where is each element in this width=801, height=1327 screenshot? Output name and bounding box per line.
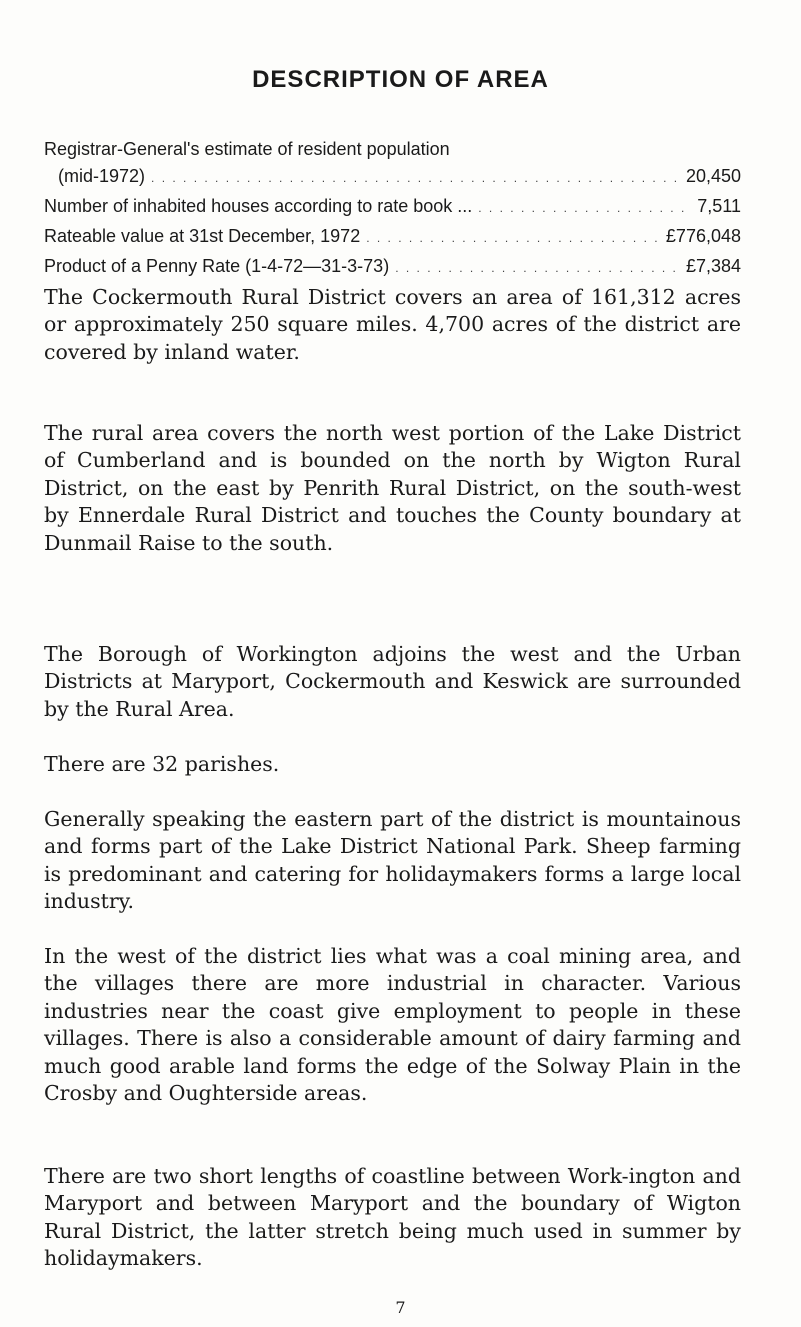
paragraph-area: The Cockermouth Rural District covers an area of 161,312 acres or approximately 250 square miles. 4,700 acres of the district are covered by inland water. [44, 285, 741, 364]
stat-row-houses [44, 193, 741, 220]
population-label-line1: Registrar-General's estimate of resident population [44, 139, 450, 159]
penny-rate-label: Product of a Penny Rate (1-4-72—31-3-73) [44, 256, 390, 276]
page-number: 7 [395, 1298, 406, 1317]
houses-label: Number of inhabited houses according to rate book ... [44, 196, 473, 216]
rateable-label: Rateable value at 31st December, 1972 [44, 226, 361, 246]
stat-row-population [44, 163, 741, 190]
dot-leader [366, 225, 660, 252]
page-title: DESCRIPTION OF AREA [252, 66, 549, 93]
stat-row-penny-rate [44, 253, 741, 280]
dot-leader [478, 195, 691, 222]
paragraph-eastern: Generally speaking the eastern part of the district is mountainous and forms part of the Lake District National Park. Sheep farming is predominant and catering for holidaymakers forms a large local industry. [44, 807, 741, 914]
paragraph-western: In the west of the district lies what was a coal mining area, and the villages there are more industrial in character. Various industries near the coast give employment to people in these villages. There is also a considerable amount of dairy farming and much good arable land forms the edge of the Solway Plain in the Crosby and Oughterside areas. [44, 944, 741, 1106]
paragraph-boundaries: The rural area covers the north west portion of the Lake District of Cumberland and is bounded on the north by Wigton Rural District, on the east by Penrith Rural District, on the south-west by Ennerdale Rural District and touches the County boundary at Dunmail Raise to the south. [44, 421, 741, 555]
rateable-value: £776,048 [665, 226, 741, 246]
population-value: 20,450 [685, 166, 741, 186]
houses-value: 7,511 [697, 196, 741, 216]
paragraph-borough: The Borough of Workington adjoins the west and the Urban Districts at Maryport, Cockermouth and Keswick are surrounded by the Rural Area. [44, 642, 741, 721]
paragraph-parishes: There are 32 parishes. [44, 752, 280, 776]
penny-rate-value: £7,384 [685, 256, 741, 276]
dot-leader [151, 165, 680, 192]
population-label-line2: (mid-1972) [58, 166, 146, 186]
paragraph-coastline: There are two short lengths of coastline between Work-ington and Maryport and between Maryport and the boundary of Wigton Rural District, the latter stretch being much used in summer by holidaymakers. [44, 1164, 741, 1271]
statistics-table [44, 136, 741, 283]
dot-leader [395, 255, 680, 282]
stat-row-rateable [44, 223, 741, 250]
